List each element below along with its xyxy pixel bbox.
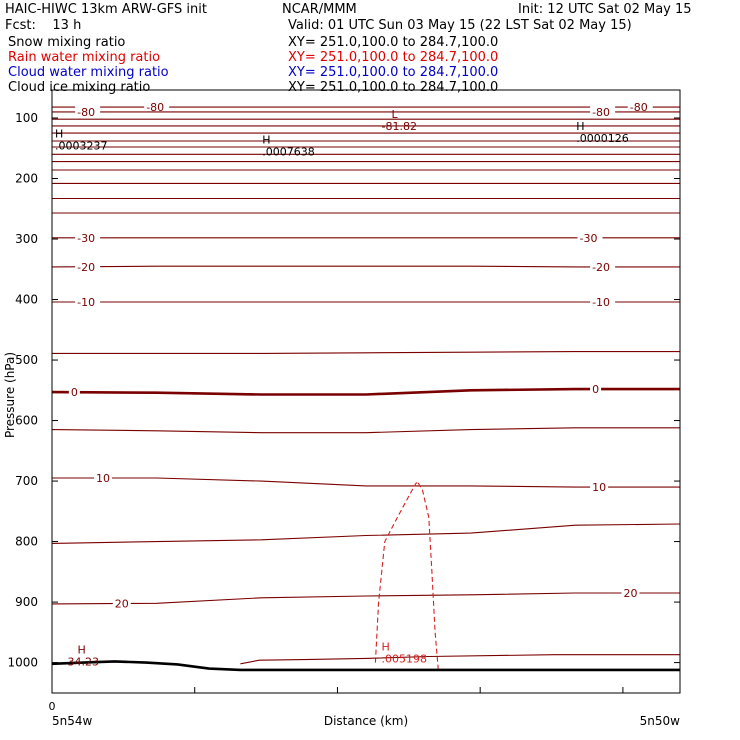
y-tick-label: 1000	[7, 655, 38, 670]
extremum-marker: H	[381, 640, 390, 654]
contour-label: -20	[77, 260, 96, 274]
contour-label: 0	[592, 383, 600, 397]
y-tick-label: 400	[15, 292, 38, 307]
contour-label: -30	[77, 231, 96, 245]
temperature-contour	[52, 389, 680, 394]
extremum-value: .0000126	[576, 132, 629, 146]
field-xy-cloud-ice: XY= 251.0,100.0 to 284.7,100.0	[288, 80, 499, 95]
y-tick-label: 900	[15, 595, 38, 610]
extremum-marker: H	[262, 133, 271, 147]
temperature-contour	[52, 428, 680, 433]
rain-contour-right	[418, 483, 438, 669]
contour-label: -80	[629, 101, 648, 115]
extremum-value: .0007638	[262, 145, 315, 159]
surface-layer-line	[240, 655, 680, 664]
extremum-marker: H	[55, 127, 64, 141]
contour-label: -10	[77, 295, 96, 309]
model-title: HAIC-HIWC 13km ARW-GFS init	[5, 2, 207, 17]
terrain-line	[52, 661, 680, 670]
contour-label: -80	[146, 101, 165, 115]
y-tick-label: 700	[15, 474, 38, 489]
contour-label: -80	[77, 105, 96, 119]
contour-label: 20	[623, 587, 638, 601]
x-tick-origin: 0	[48, 700, 56, 713]
y-tick-label: 500	[15, 353, 38, 368]
rain-contour-left	[375, 483, 418, 663]
temperature-contour	[52, 593, 680, 604]
y-axis-label: Pressure (hPa)	[3, 351, 17, 439]
contour-label: 10	[592, 481, 607, 495]
y-tick-label: 200	[15, 171, 38, 186]
extremum-marker: L	[391, 108, 398, 121]
field-name-cloud-water: Cloud water mixing ratio	[8, 65, 169, 80]
init-time: Init: 12 UTC Sat 02 May 15	[518, 2, 692, 17]
y-tick-label: 100	[15, 111, 38, 125]
x-axis	[195, 687, 623, 693]
y-tick-label: 600	[15, 413, 38, 428]
extremum-value: .005198	[381, 652, 428, 666]
valid-time: Valid: 01 UTC Sun 03 May 15 (22 LST Sat 02 May 15)	[288, 18, 632, 33]
field-xy-rain: XY= 251.0,100.0 to 284.7,100.0	[288, 50, 499, 65]
extremum-marker: H	[576, 120, 585, 134]
contour-label: 10	[95, 472, 110, 486]
contour-label: -80	[592, 105, 611, 119]
contour-label: -20	[592, 260, 611, 274]
contour-label: -30	[579, 231, 598, 245]
x-axis-label: Distance (km)	[323, 714, 409, 728]
forecast-hour: Fcst: 13 h	[5, 18, 82, 33]
temperature-contour	[52, 352, 680, 354]
extremum-value: .0003237	[55, 139, 108, 153]
y-tick-label: 800	[15, 534, 38, 549]
temperature-contour	[52, 266, 680, 267]
terrain-layer	[52, 655, 680, 670]
extremum-value: 34.23	[67, 655, 100, 669]
center-label: NCAR/MMM	[282, 2, 357, 17]
field-name-snow: Snow mixing ratio	[8, 35, 126, 50]
x-endpoint-right: 5n50w	[639, 714, 680, 728]
contour-label: 0	[70, 386, 78, 400]
temperature-contours	[52, 101, 680, 610]
field-name-rain: Rain water mixing ratio	[8, 50, 161, 65]
y-tick-label: 300	[15, 232, 38, 247]
contour-label: -10	[592, 295, 611, 309]
field-xy-snow: XY= 251.0,100.0 to 284.7,100.0	[288, 35, 499, 50]
temperature-contour	[52, 478, 680, 487]
extremum-value: -81.82	[381, 120, 418, 133]
temperature-contour	[52, 524, 680, 543]
extremum-marker: H	[77, 643, 86, 657]
contour-label: 20	[114, 597, 129, 611]
x-endpoint-left: 5n54w	[52, 714, 93, 728]
field-xy-cloud-water: XY= 251.0,100.0 to 284.7,100.0	[288, 65, 499, 80]
field-name-cloud-ice: Cloud ice mixing ratio	[8, 80, 151, 95]
